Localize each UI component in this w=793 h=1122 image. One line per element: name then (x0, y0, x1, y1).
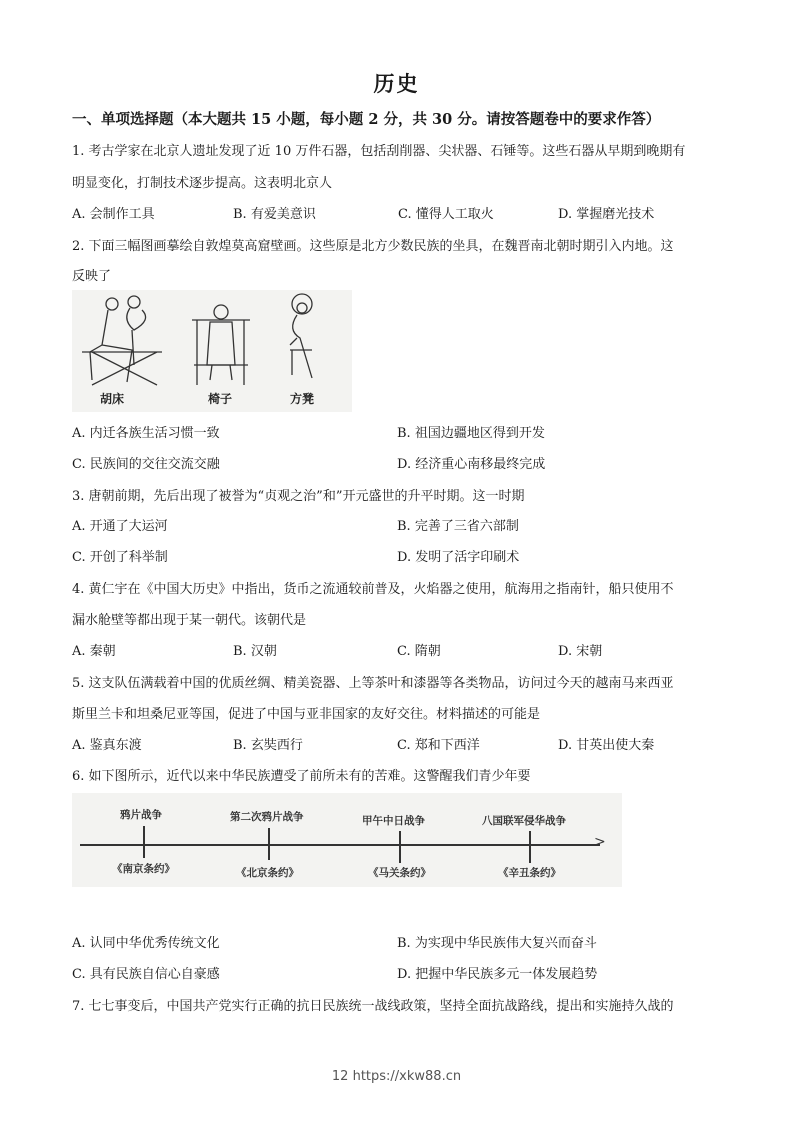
q6-option-a: A. 认同中华优秀传统文化 (72, 936, 220, 951)
mural-figures-icon (72, 290, 352, 390)
q4-option-c: C. 隋朝 (397, 644, 441, 659)
q3-option-b: B. 完善了三省六部制 (397, 519, 519, 534)
section-heading: 一、单项选择题（本大题共 15 小题，每小题 2 分，共 30 分。请按答题卷中的要求作答） (72, 111, 661, 128)
figure-label-chair: 椅子 (208, 392, 233, 406)
timeline-event-treaty: 《辛丑条约》 (498, 867, 561, 879)
question-1-line-1: 1. 考古学家在北京人遗址发现了近 10 万件石器，包括刮削器、尖状器、石锤等。这些石器从早期到晚期有 (72, 144, 686, 159)
timeline-event-war: 甲午中日战争 (362, 815, 425, 827)
timeline-tick (143, 826, 145, 858)
question-7-line-1: 7. 七七事变后，中国共产党实行正确的抗日民族统一战线政策，坚持全面抗战路线，提出和实施持久战的 (72, 999, 674, 1014)
timeline-event-war: 第二次鸦片战争 (230, 811, 304, 823)
q6-option-c: C. 具有民族自信心自豪感 (72, 967, 220, 982)
q2-option-c: C. 民族间的交往交流交融 (72, 457, 220, 472)
q2-option-d: D. 经济重心南移最终完成 (397, 457, 546, 472)
timeline-event-war: 八国联军侵华战争 (482, 815, 566, 827)
q3-option-d: D. 发明了活字印刷术 (397, 550, 520, 565)
q3-option-c: C. 开创了科举制 (72, 550, 168, 565)
q5-option-b: B. 玄奘西行 (233, 738, 303, 753)
timeline-event-war: 鸦片战争 (120, 809, 162, 821)
q5-option-a: A. 鉴真东渡 (72, 738, 142, 753)
q3-option-a: A. 开通了大运河 (72, 519, 168, 534)
q5-option-c: C. 郑和下西洋 (397, 738, 480, 753)
timeline-tick (529, 831, 531, 863)
question-4-line-2: 漏水舱壁等都出现于某一朝代。该朝代是 (72, 613, 307, 628)
q2-option-a: A. 内迁各族生活习惯一致 (72, 426, 220, 441)
timeline-tick (268, 828, 270, 860)
question-2-line-2: 反映了 (72, 269, 112, 284)
q2-option-b: B. 祖国边疆地区得到开发 (397, 426, 545, 441)
question-1-line-2: 明显变化，打制技术逐步提高。这表明北京人 (72, 176, 333, 191)
q4-option-a: A. 秦朝 (72, 644, 116, 659)
question-3-line-1: 3. 唐朝前期，先后出现了被誉为“贞观之治”和”开元盛世的升平时期。这一时期 (72, 489, 525, 504)
q4-option-d: D. 宋朝 (558, 644, 603, 659)
seating-illustration (72, 290, 352, 412)
q1-option-d: D. 掌握磨光技术 (558, 207, 655, 222)
timeline-event-treaty: 《南京条约》 (112, 863, 175, 875)
q6-option-b: B. 为实现中华民族伟大复兴而奋斗 (397, 936, 597, 951)
q1-option-b: B. 有爱美意识 (233, 207, 316, 222)
question-2-line-1: 2. 下面三幅图画摹绘自敦煌莫高窟壁画。这些原是北方少数民族的坐具，在魏晋南北朝时期引入内地。这 (72, 239, 674, 254)
question-4-line-1: 4. 黄仁宇在《中国大历史》中指出，货币之流通较前普及，火焰器之使用，航海用之指南针，船只使用不 (72, 582, 674, 597)
q4-option-b: B. 汉朝 (233, 644, 277, 659)
history-timeline (72, 793, 622, 887)
timeline-axis (80, 844, 600, 846)
question-5-line-1: 5. 这支队伍满载着中国的优质丝绸、精美瓷器、上等茶叶和漆器等各类物品，访问过今天的越南马来西亚 (72, 676, 674, 691)
q1-option-c: C. 懂得人工取火 (398, 207, 494, 222)
timeline-event-treaty: 《马关条约》 (368, 867, 431, 879)
q6-option-d: D. 把握中华民族多元一体发展趋势 (397, 967, 598, 982)
question-5-line-2: 斯里兰卡和坦桑尼亚等国，促进了中国与亚非国家的友好交往。材料描述的可能是 (72, 707, 541, 722)
timeline-tick (399, 831, 401, 863)
q5-option-d: D. 甘英出使大秦 (558, 738, 655, 753)
question-6-line-1: 6. 如下图所示，近代以来中华民族遭受了前所未有的苦难。这警醒我们青少年要 (72, 769, 531, 784)
page-footer: 12 https://xkw88.cn (331, 1069, 462, 1084)
figure-label-hu-bed: 胡床 (100, 392, 125, 406)
figure-label-stool: 方凳 (290, 392, 315, 406)
q1-option-a: A. 会制作工具 (72, 207, 155, 222)
page-title: 历史 (373, 71, 420, 96)
arrow-right-icon: > (594, 834, 606, 850)
timeline-event-treaty: 《北京条约》 (236, 867, 299, 879)
